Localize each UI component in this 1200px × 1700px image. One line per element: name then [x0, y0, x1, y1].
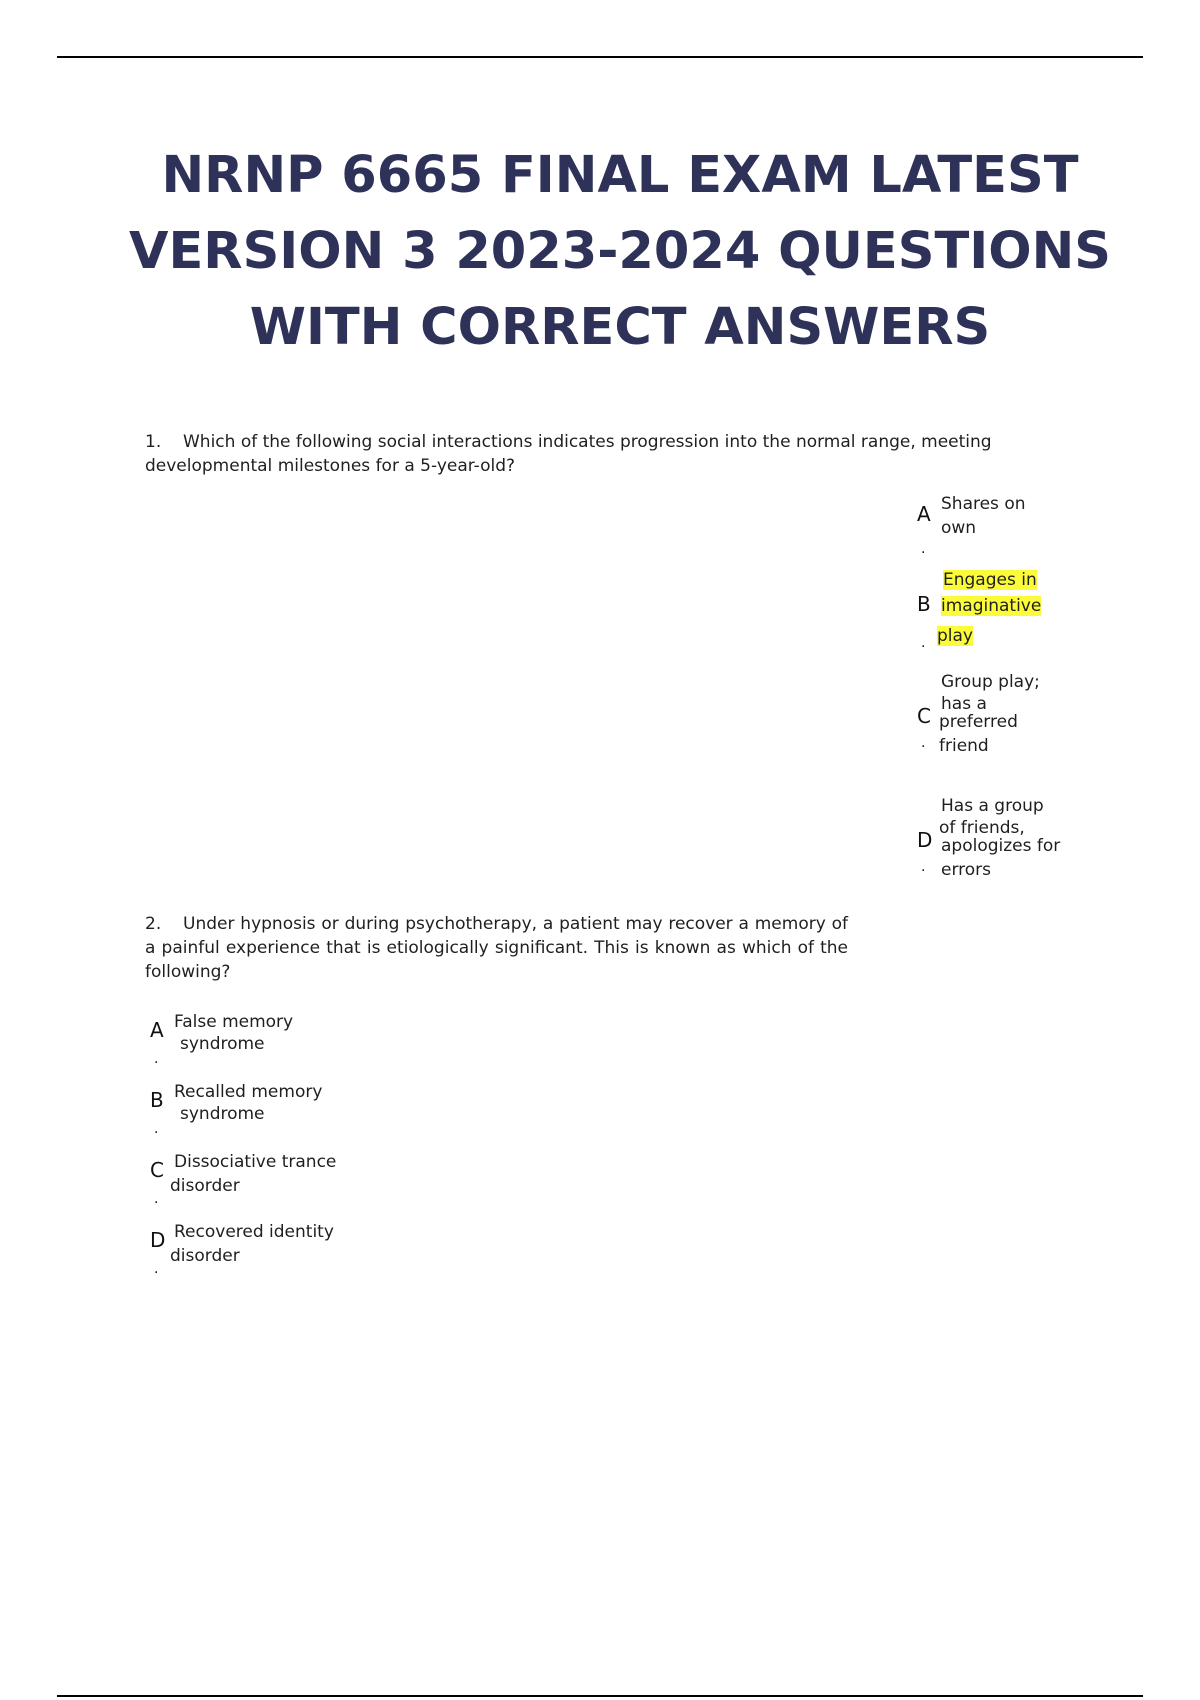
- option-letter: C: [150, 1158, 164, 1182]
- option-dot: .: [921, 635, 926, 651]
- option-letter: B: [917, 592, 931, 616]
- question-2-text: Under hypnosis or during psychotherapy, a patient may recover a memory of a painful experience that is etiologically significant. This is known as which of the following?: [145, 914, 848, 982]
- option-text-line: Has a group: [941, 796, 1044, 816]
- option-text-highlight: imaginative: [941, 596, 1042, 616]
- option-dot: ·: [921, 863, 926, 879]
- title-line-2: VERSION 3 2023-2024 QUESTIONS: [129, 222, 1111, 281]
- option-letter: D: [150, 1228, 166, 1252]
- option-text-line: own: [941, 518, 977, 538]
- question-1-number: 1.: [145, 432, 162, 452]
- option-letter: A: [150, 1018, 164, 1042]
- option-dot: ·: [154, 1055, 159, 1071]
- option-letter: B: [150, 1088, 164, 1112]
- option-text: [941, 794, 1091, 882]
- title-line-1: NRNP 6665 FINAL EXAM LATEST: [161, 146, 1079, 205]
- option-text-highlight: Engages in: [943, 570, 1037, 590]
- bottom-rule: [57, 1695, 1143, 1697]
- option-text-line: preferred: [939, 712, 1018, 732]
- option-text-line: Recalled memory: [174, 1082, 323, 1102]
- option-letter: C: [917, 704, 931, 728]
- option-letter: D: [917, 828, 933, 852]
- question-1: [145, 430, 1025, 478]
- option-dot: ·: [921, 545, 926, 561]
- option-text-line: Group play;: [941, 672, 1040, 692]
- option-text-line: [937, 624, 1091, 648]
- top-rule: [57, 56, 1143, 58]
- option-text-line: Shares on: [941, 494, 1026, 514]
- option-text-line: False memory: [174, 1012, 294, 1032]
- option-text-line: of friends,: [939, 818, 1025, 838]
- option-text-line: has a: [941, 694, 987, 714]
- document-title: [90, 138, 1150, 366]
- option-text-line: disorder: [170, 1176, 240, 1196]
- option-text-line: Dissociative trance: [174, 1152, 337, 1172]
- option-text-line: syndrome: [180, 1104, 265, 1124]
- option-text: [937, 568, 1091, 648]
- option-text: [174, 1010, 404, 1054]
- option-text: [170, 1150, 404, 1198]
- option-text-line: apologizes for: [941, 836, 1061, 856]
- option-text-line: [943, 568, 1091, 592]
- option-text-line: Recovered identity: [174, 1222, 334, 1242]
- option-dot: ·: [154, 1265, 159, 1281]
- option-text: [170, 1220, 404, 1268]
- question-1-text: Which of the following social interactions indicates progression into the normal range, meeting developmental milestones for a 5-year-old?: [145, 432, 992, 476]
- option-text-line: syndrome: [180, 1034, 265, 1054]
- option-dot: ·: [154, 1195, 159, 1211]
- option-text-highlight: play: [937, 626, 973, 646]
- option-text: [174, 1080, 404, 1124]
- option-dot: ·: [921, 739, 926, 755]
- option-text-line: disorder: [170, 1246, 240, 1266]
- option-text: [941, 492, 1091, 540]
- question-2-number: 2.: [145, 914, 162, 934]
- question-2: [145, 912, 848, 984]
- option-letter: A: [917, 502, 931, 526]
- option-text-line: friend: [939, 736, 989, 756]
- option-text-line: [941, 594, 1091, 618]
- title-line-3: WITH CORRECT ANSWERS: [249, 298, 991, 357]
- option-text: [941, 670, 1091, 758]
- option-dot: ·: [154, 1125, 159, 1141]
- option-text-line: errors: [941, 860, 992, 880]
